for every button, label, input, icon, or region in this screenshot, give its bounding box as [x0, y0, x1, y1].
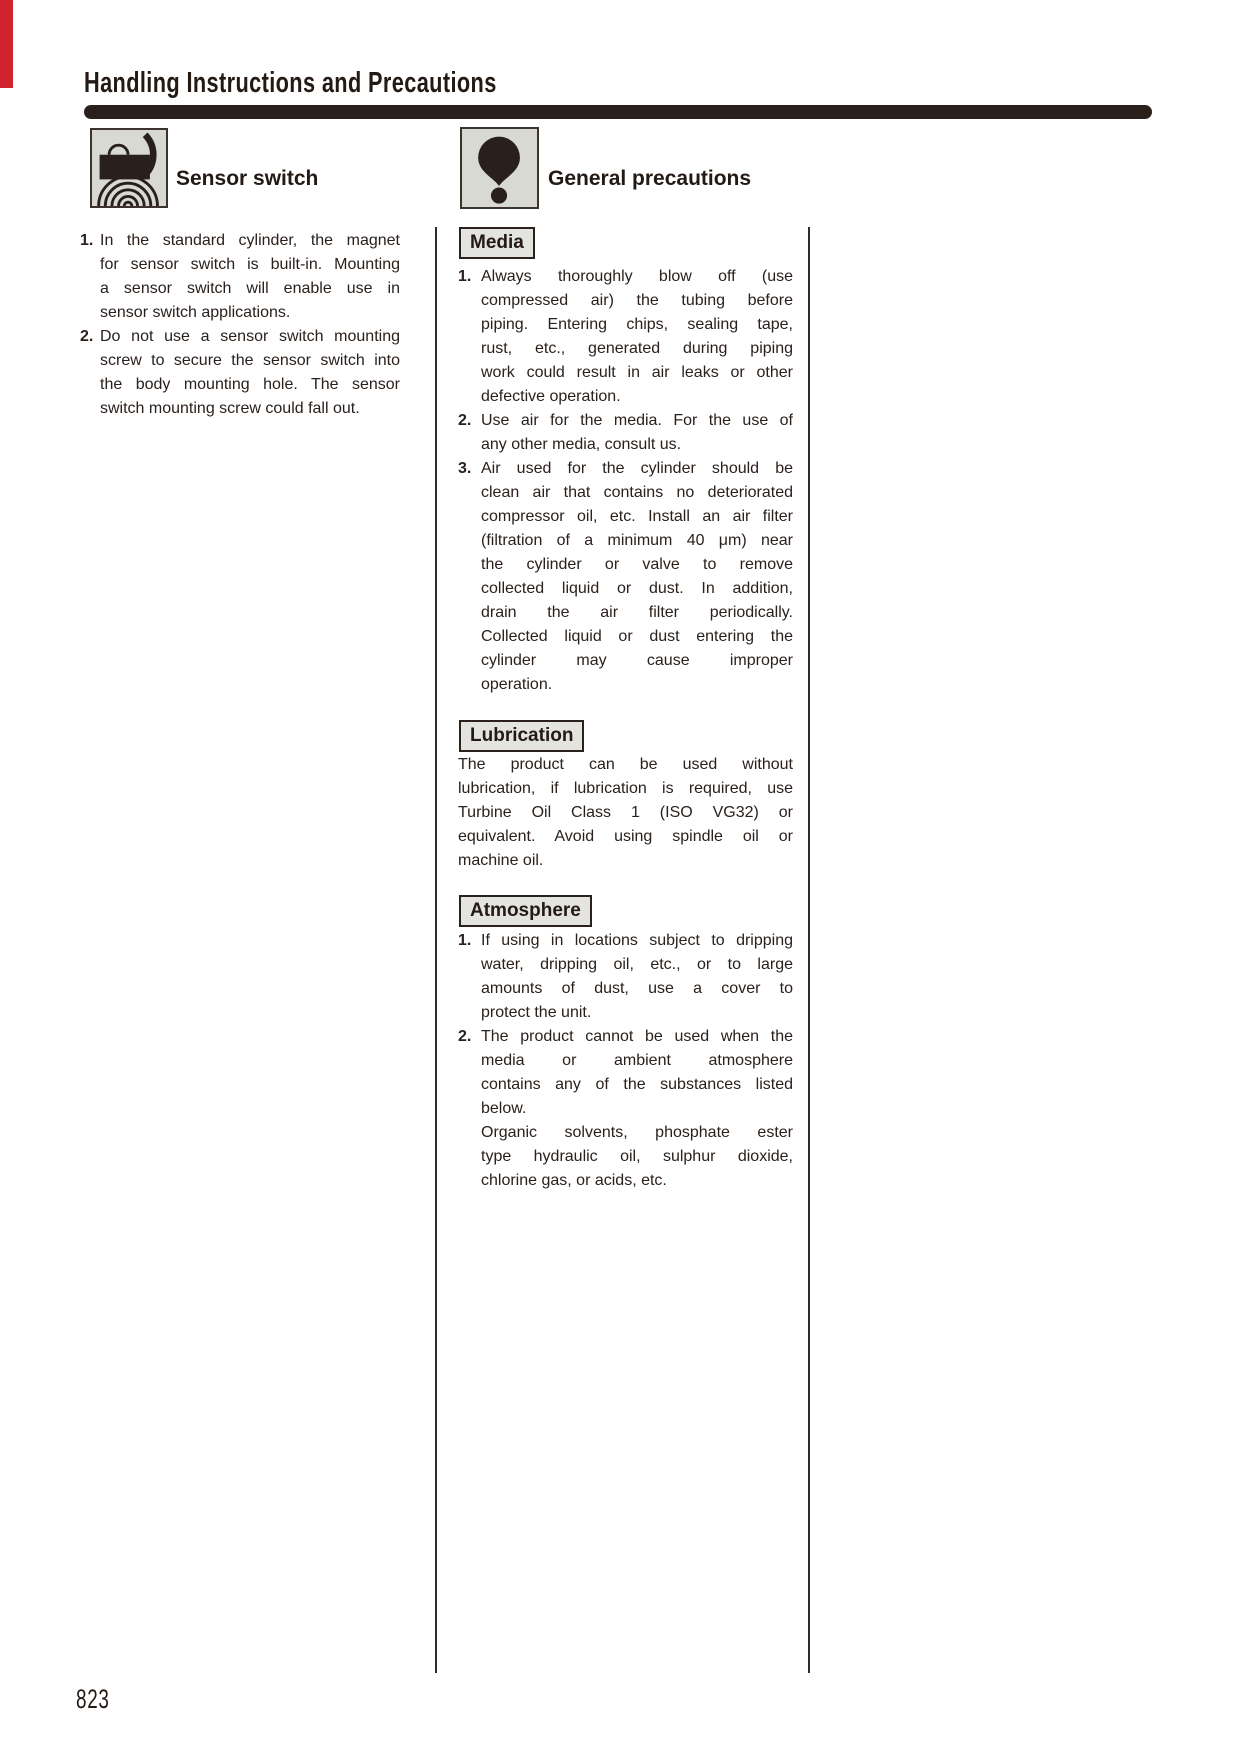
text-line: screw to secure the sensor switch into	[100, 352, 400, 369]
item-number: 1.	[458, 932, 472, 949]
text-line: clean air that contains no deteriorated	[481, 484, 793, 501]
list-item	[80, 229, 400, 325]
sensor-switch-icon	[90, 128, 168, 208]
text-line: If using in locations subject to dripping	[481, 932, 793, 949]
list-item	[458, 265, 793, 409]
sensor-switch-list	[80, 229, 400, 421]
column-divider-left	[435, 227, 437, 1673]
column-divider-right	[808, 227, 810, 1673]
text-line: amounts of dust, use a cover to	[481, 980, 793, 997]
page-number: 823	[76, 1684, 110, 1714]
text-line: Turbine Oil Class 1 (ISO VG32) or	[458, 804, 793, 821]
item-number: 2.	[80, 328, 94, 345]
list-item	[458, 457, 793, 697]
lubrication-section-label: Lubrication	[459, 720, 584, 752]
page-title: Handling Instructions and Precautions	[84, 67, 497, 99]
text-line: water, dripping oil, etc., or to large	[481, 956, 793, 973]
text-line: chlorine gas, or acids, etc.	[481, 1172, 667, 1189]
item-lines	[100, 325, 400, 421]
item-number: 3.	[458, 460, 472, 477]
text-line: cylinder may cause improper	[481, 652, 793, 669]
sensor-switch-pictogram	[92, 130, 166, 206]
text-line: compressor oil, etc. Install an air filter	[481, 508, 793, 525]
text-line: protect the unit.	[481, 1004, 592, 1021]
title-underline-bar	[84, 105, 1152, 119]
text-line: Organic solvents, phosphate ester	[481, 1124, 793, 1141]
item-lines	[481, 929, 793, 1025]
text-line: contains any of the substances listed	[481, 1076, 793, 1093]
text-line: any other media, consult us.	[481, 436, 682, 453]
text-line: Do not use a sensor switch mounting	[100, 328, 400, 345]
general-precautions-heading: General precautions	[548, 167, 752, 190]
atmosphere-list	[458, 929, 793, 1193]
text-line: piping. Entering chips, sealing tape,	[481, 316, 793, 333]
text-line: Always thoroughly blow off (use	[481, 268, 793, 285]
list-item	[458, 929, 793, 1025]
list-item	[458, 1025, 793, 1193]
text-line: In the standard cylinder, the magnet	[100, 232, 400, 249]
text-line: The product cannot be used when the	[481, 1028, 793, 1045]
media-section-label: Media	[459, 227, 535, 259]
text-line: (filtration of a minimum 40 μm) near	[481, 532, 793, 549]
text-line: machine oil.	[458, 852, 544, 869]
sensor-switch-heading: Sensor switch	[176, 167, 319, 190]
exclamation-icon	[460, 127, 539, 209]
text-line: equivalent. Avoid using spindle oil or	[458, 828, 793, 845]
text-line: collected liquid or dust. In addition,	[481, 580, 793, 597]
text-line: rust, etc., generated during piping	[481, 340, 793, 357]
media-list	[458, 265, 793, 697]
text-line: Air used for the cylinder should be	[481, 460, 793, 477]
exclamation-pictogram	[462, 129, 537, 207]
text-line: below.	[481, 1100, 527, 1117]
item-number: 1.	[458, 268, 472, 285]
text-line: for sensor switch is built-in. Mounting	[100, 256, 400, 273]
page-edge-tab	[0, 0, 13, 88]
text-line: Use air for the media. For the use of	[481, 412, 793, 429]
text-line: switch mounting screw could fall out.	[100, 400, 360, 417]
text-line: operation.	[481, 676, 553, 693]
text-line: a sensor switch will enable use in	[100, 280, 400, 297]
text-line: work could result in air leaks or other	[481, 364, 793, 381]
text-line: drain the air filter periodically.	[481, 604, 793, 621]
item-lines	[481, 265, 793, 409]
item-lines	[100, 229, 400, 325]
text-line: The product can be used without	[458, 756, 793, 773]
item-number: 2.	[458, 412, 472, 429]
item-number: 1.	[80, 232, 94, 249]
item-lines	[481, 1025, 793, 1193]
item-lines	[481, 457, 793, 697]
text-line: the cylinder or valve to remove	[481, 556, 793, 573]
text-line: defective operation.	[481, 388, 621, 405]
list-item	[80, 325, 400, 421]
text-line: type hydraulic oil, sulphur dioxide,	[481, 1148, 793, 1165]
text-line: the body mounting hole. The sensor	[100, 376, 400, 393]
item-number: 2.	[458, 1028, 472, 1045]
text-line: sensor switch applications.	[100, 304, 291, 321]
text-line: compressed air) the tubing before	[481, 292, 793, 309]
atmosphere-section-label: Atmosphere	[459, 895, 592, 927]
text-line: lubrication, if lubrication is required, use	[458, 780, 793, 797]
text-line: media or ambient atmosphere	[481, 1052, 793, 1069]
lubrication-paragraph	[458, 753, 793, 873]
item-lines	[481, 409, 793, 457]
list-item	[458, 409, 793, 457]
text-line: Collected liquid or dust entering the	[481, 628, 793, 645]
